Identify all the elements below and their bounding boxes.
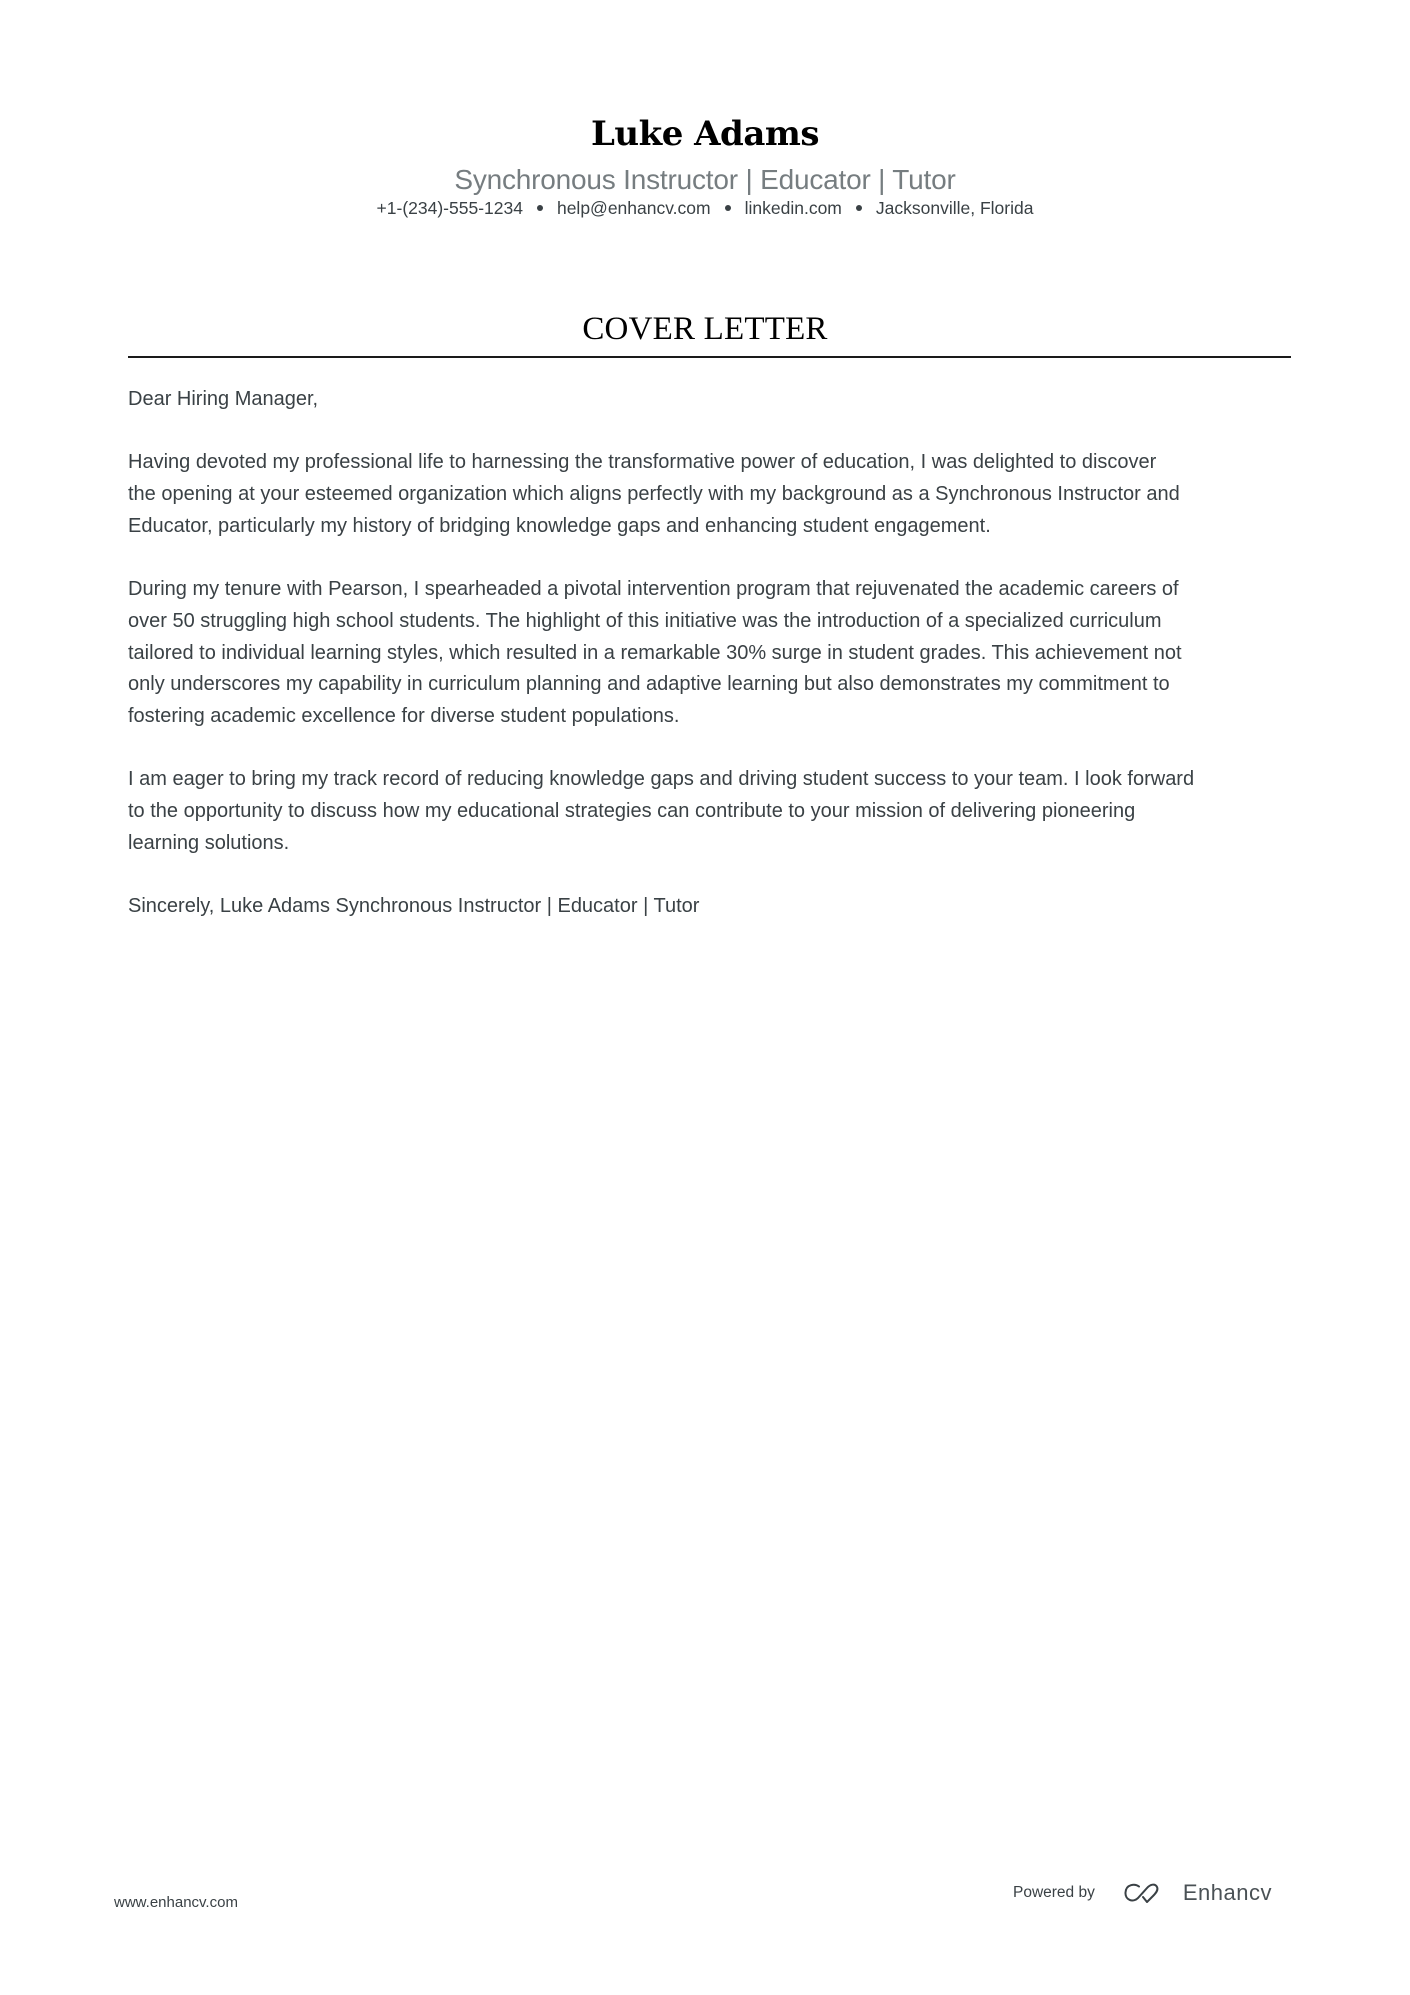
letter-paragraph-3	[128, 764, 1298, 859]
contact-linkedin: linkedin.com	[744, 198, 842, 218]
paragraph-line: tailored to individual learning styles, which resulted in a remarkable 30% surge in student grades. This achievement not	[128, 641, 1182, 664]
paragraph-line: only underscores my capability in curriculum planning and adaptive learning but also demonstrates my commitment to	[128, 673, 1170, 696]
letter-greeting	[128, 384, 1298, 416]
applicant-title: Synchronous Instructor | Educator | Tutor	[454, 164, 956, 195]
letter-body	[128, 384, 1298, 923]
contact-email: help@enhancv.com	[556, 198, 711, 218]
contact-info	[0, 196, 1410, 220]
section-divider	[128, 356, 1291, 358]
bullet-separator-icon	[537, 205, 543, 211]
greeting-line: Dear Hiring Manager,	[128, 388, 319, 410]
contact-location: Jacksonville, Florida	[875, 198, 1034, 218]
paragraph-line: I am eager to bring my track record of reducing knowledge gaps and driving student success to your team. I look forward	[128, 768, 1195, 791]
applicant-name: Luke Adams	[591, 114, 819, 154]
bullet-separator-icon	[856, 205, 862, 211]
section-heading-cover-letter: COVER LETTER	[582, 311, 828, 347]
letter-closing	[128, 891, 1298, 923]
bullet-separator-icon	[725, 205, 731, 211]
enhancv-brand-name: Enhancv	[1182, 1880, 1272, 1905]
paragraph-line: Educator, particularly my history of bridging knowledge gaps and enhancing student engagement.	[128, 514, 991, 537]
paragraph-line: over 50 struggling high school students. The highlight of this initiative was the introduction of a specialized curriculum	[128, 609, 1162, 632]
paragraph-line: the opening at your esteemed organization which aligns perfectly with my background as a Synchronous Instructor and	[128, 483, 1180, 506]
paragraph-line: to the opportunity to discuss how my educational strategies can contribute to your mission of delivering pioneering	[128, 799, 1136, 822]
enhancv-logo-icon	[1123, 1882, 1169, 1904]
closing-line: Sincerely, Luke Adams Synchronous Instructor | Educator | Tutor	[128, 895, 700, 917]
contact-phone: +1-(234)-555-1234	[376, 198, 523, 218]
letter-paragraph-1	[128, 447, 1298, 542]
footer-website-link[interactable]: www.enhancv.com	[114, 1894, 238, 1911]
powered-by-label: Powered by	[1013, 1884, 1095, 1901]
paragraph-line: fostering academic excellence for diverse student populations.	[128, 704, 680, 727]
powered-by-badge[interactable]	[1013, 1882, 1272, 1904]
letter-paragraph-2	[128, 574, 1298, 732]
paragraph-line: Having devoted my professional life to harnessing the transformative power of education, I was delighted to discover	[128, 451, 1157, 474]
paragraph-line: learning solutions.	[128, 831, 290, 854]
paragraph-line: During my tenure with Pearson, I spearheaded a pivotal intervention program that rejuvenated the academic careers of	[128, 578, 1179, 601]
